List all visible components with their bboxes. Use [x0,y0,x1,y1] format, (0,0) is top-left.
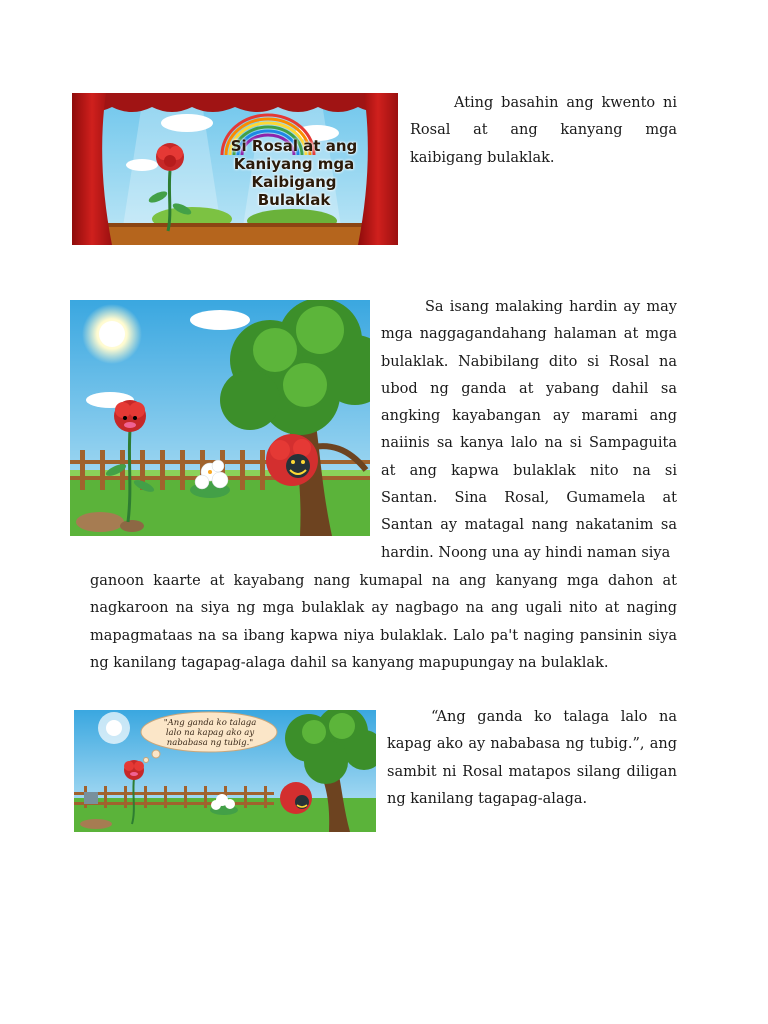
intro-text: Ating basahin ang kwento ni Rosal at ang kanyang mga kaibigang bulaklak. [410,95,677,166]
garden-text-side: Sa isang malaking hardin ay may mga naggagandahang halaman at mga bulaklak. Nabibilang dito si Rosal na ubod ng ganda at yabang dahil sa angking kayabangan ay marami ang naiinis sa kanya lalo na si Sampaguita at ang kapwa bulaklak nito na si Santan. Sina Rosal, Gumamela at Santan ay matagal nang nakatanim sa hardin. Noong una ay hindi naman siya [381,299,677,561]
quote-paragraph [387,704,677,813]
garden-illustration [70,300,370,536]
garden-paragraph-side [381,294,677,567]
story-title-text [218,137,370,209]
bubble-line: nababasa ng tubig." [166,738,254,748]
title-line: Bulaklak [257,191,331,209]
thought-bubble-text [152,718,268,748]
garden-text-full: ganoon kaarte at kayabang nang kumapal na ang kanyang mga dahon at nagkaroon na siya ng mga bulaklak ay nagbago na ang ugali nito at naging mapagmataas na sa ibang kapwa niya bulaklak. Lalo pa't naging pansinin siya ng kanilang tagapag-alaga dahil sa kanyang mapupungay na bulaklak. [90,573,677,671]
rosal-speaking-illustration [74,710,376,832]
title-line: Kaniyang mga [233,155,355,173]
quote-text: “Ang ganda ko talaga lalo na kapag ako ay nababasa ng tubig.”, ang sambit ni Rosal matapos silang diligan ng kanilang tagapag-alaga. [387,709,677,807]
intro-paragraph [410,90,677,172]
bubble-line: "Ang ganda ko talaga [163,718,257,728]
story-title-illustration [72,93,398,245]
title-line: Kaibigang [251,173,337,191]
garden-paragraph-full [90,568,677,677]
bubble-line: lalo na kapag ako ay [165,728,255,738]
title-line: Si Rosal at ang [230,137,358,155]
